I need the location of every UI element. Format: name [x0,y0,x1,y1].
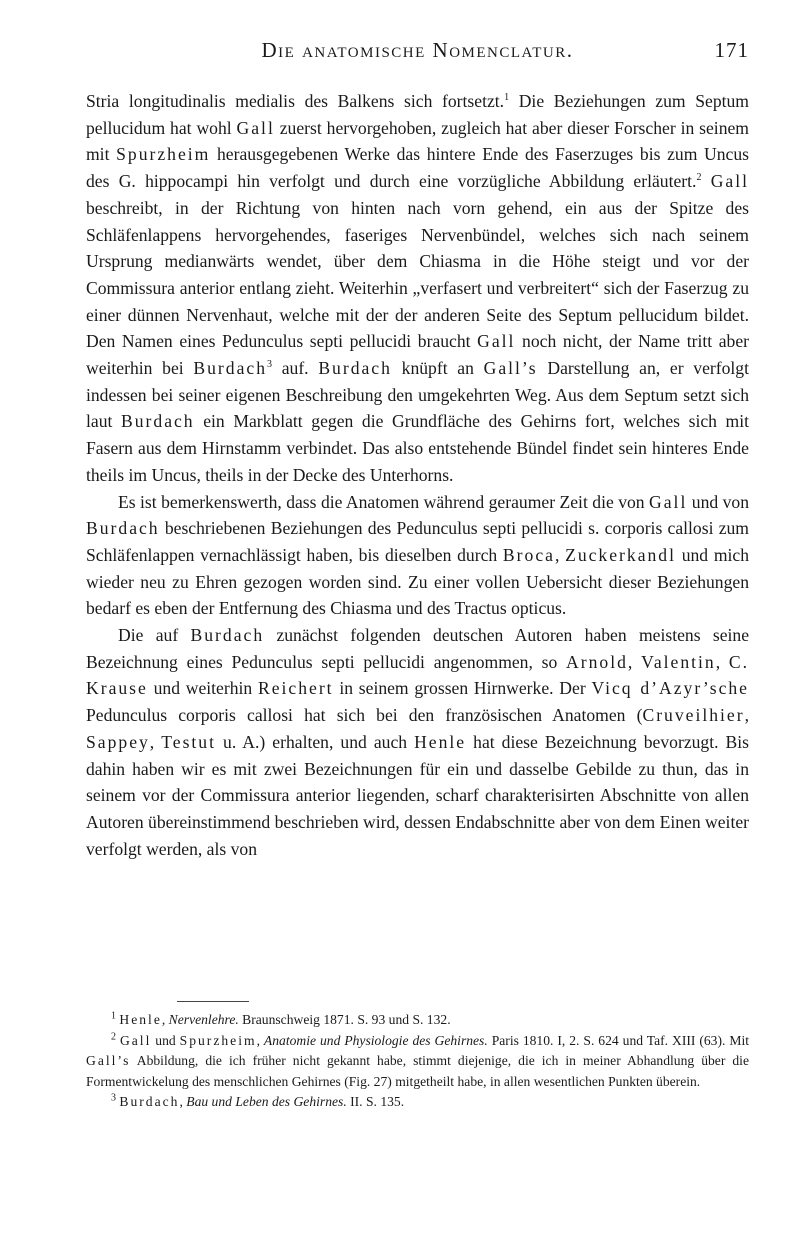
text-run: , [161,1012,169,1027]
author-name: Broca [502,544,555,565]
text-run: zunächst folgenden deutschen Autoren haben meistens seine Bezeichnung eines Pedunculus septi pellucidi angenommen, so [86,625,750,672]
text-run: II. S. 135. [346,1094,405,1110]
footnote-2 [86,1031,749,1093]
text-run: in seinem grossen Hirnwerke. Der [333,678,592,699]
author-name: C. Krause [86,651,750,699]
footnote-marker: 2 [696,172,702,184]
text-run: noch nicht, der Name tritt aber weiterhin bei [86,331,749,379]
author-name: Burdach [318,358,392,379]
footnotes [86,1010,749,1113]
text-run: Abbildung, die ich früher nicht gekannt habe, stimmt diejenige, die ich in meiner Abhandlung über die Formentwickelung des menschlichen Gehirnes (Fig. 27) mitgetheilt habe, in allen wesentlichen Punkten überein. [86,1053,749,1089]
work-title: Nervenlehre. [168,1012,239,1027]
footnote-marker: 3 [111,1092,116,1104]
text-run: Stria longitudinalis medialis des Balkens sich fortsetzt. [86,91,505,111]
text-run: , [256,1032,264,1048]
text-run: Es ist bemerkenswerth, dass die Anatomen während geraumer Zeit die von [118,491,650,512]
author-name: Spurzheim [179,1032,257,1048]
page-number: 171 [714,38,749,62]
text-run: und von [687,491,750,512]
footnote-marker: 3 [267,359,272,371]
text-run: und mich wieder neu zu Ehren gezogen worden sind. Zu einer vollen Uebersicht dieser Beziehungen bedarf es eben der Entfernung des Chiasma und des Tractus opticus. [86,544,750,619]
author-name: Gall’s [86,1053,131,1069]
text-run: Die auf [118,625,191,646]
text-run: Braunschweig 1871. S. 93 und S. 132. [238,1012,451,1027]
author-name: Burdach [190,625,265,646]
running-header [86,38,749,68]
footnote-marker: 1 [504,92,510,104]
main-text [86,88,749,862]
text-run: , [179,1094,187,1110]
text-run: , [715,651,729,672]
text-run: beschreibt, in der Richtung von hinten nach vorn gehend, ein aus der Spitze des Schläfenlappens hervorgehendes, faseriges Nervenbündel, welches sich nach seinem Ursprung medianwärts wendet, über dem Chiasma in die Höhe steigt und vor der Commissura anterior entlang zieht. Weiterhin „verfasert und verbreitert“ sich der Faserzug zu einer dünnen Nervenhaut, welche mit der der anderen Seite des Septum pellucidum bildet. Den Namen eines Pedunculus septi pellucidi braucht [86,197,749,352]
author-name: Burdach [121,411,195,432]
author-name: Reichert [257,678,334,699]
author-name: Burdach [193,358,267,379]
text-run: und weiterhin [147,678,258,699]
text-run: u. A.) erhalten, und auch [216,731,415,752]
footnote-marker: 1 [111,1010,116,1022]
author-name: Gall [649,491,688,512]
work-title: Anatomie und Physiologie des Gehirnes. [263,1032,488,1048]
paragraph-3 [86,622,749,862]
author-name: Burdach [119,1094,180,1110]
author-name: Henle [119,1012,162,1027]
author-name: Spurzheim [116,144,211,165]
author-name: Gall [710,171,750,192]
text-run: hat diese Bezeichnung bevorzugt. Bis dahin haben wir es mit zwei Bezeichnungen für ein und dasselbe Gebilde zu thun, das in seinem vor der Commissura anterior liegenden, scharf charakterisirten Abschnitte von allen Autoren übereinstimmend beschrieben wird, dessen Endabschnitte aber von dem Einen weiter verfolgt werden, als von [86,731,750,859]
paragraph-2 [86,489,749,623]
text-run: auf. [272,358,319,379]
text-run: ein Markblatt gegen die Grundfläche des Gehirns fort, welches sich mit Fasern aus dem Hirnstamm verbindet. Das also entstehende Bündel findet sein hinteres Ende theils im Uncus, theils in der Decke des Unterhorns. [86,411,750,485]
author-name: Burdach [86,518,160,539]
footnote-marker: 2 [111,1031,116,1043]
author-name: Cruveilhier [642,705,745,726]
author-name: Sappey [86,731,150,752]
text-run: zuerst hervorgehoben, zugleich hat aber dieser Forscher in seinem mit [86,117,749,165]
text-run: Die Beziehungen zum Septum pellucidum hat wohl [86,91,749,138]
footnote-1 [86,1010,749,1031]
text-run: , [149,731,162,752]
footnote-separator [177,1001,249,1002]
author-name: Testut [161,731,216,752]
text-run: , [744,705,749,726]
text-run: Paris 1810. I, 2. S. 624 und Taf. XIII (63). Mit [487,1032,749,1048]
author-name: Zuckerkandl [565,544,676,565]
author-name: Arnold [566,651,628,672]
author-name: Gall’s [483,358,538,379]
text-run: Darstellung an, er verfolgt indessen bei seiner eigenen Beschreibung den umgekehrten Weg. Aus dem Septum setzt sich laut [86,358,749,432]
author-name: Henle [414,731,467,752]
running-title: Die anatomische Nomenclatur. [261,38,574,62]
author-name: Vicq d’Azyr’sche [591,678,749,699]
text-run: beschriebenen Beziehungen des Pedunculus septi pellucidi s. corporis callosi zum Schläfenlappen vernachlässigt haben, bis dieselben durch [86,518,749,565]
text-run: , [554,544,566,565]
work-title: Bau und Leben des Gehirnes. [186,1094,347,1110]
text-run: knüpft an [391,358,484,379]
author-name: Gall [119,1032,152,1048]
author-name: Gall [477,331,516,352]
author-name: Gall [236,117,275,138]
text-run: , [627,651,642,672]
author-name: Valentin [641,651,716,672]
text-run [701,171,710,191]
text-run: herausgegebenen Werke das hintere Ende des Faserzuges bis zum Uncus des G. hippocampi hin verfolgt und durch eine vorzügliche Abbildung erläutert. [86,144,749,192]
text-run: und [151,1032,180,1048]
footnote-3 [86,1092,749,1113]
text-run: Pedunculus corporis callosi hat sich bei den französischen Anatomen ( [86,705,643,726]
paragraph-1 [86,88,749,489]
